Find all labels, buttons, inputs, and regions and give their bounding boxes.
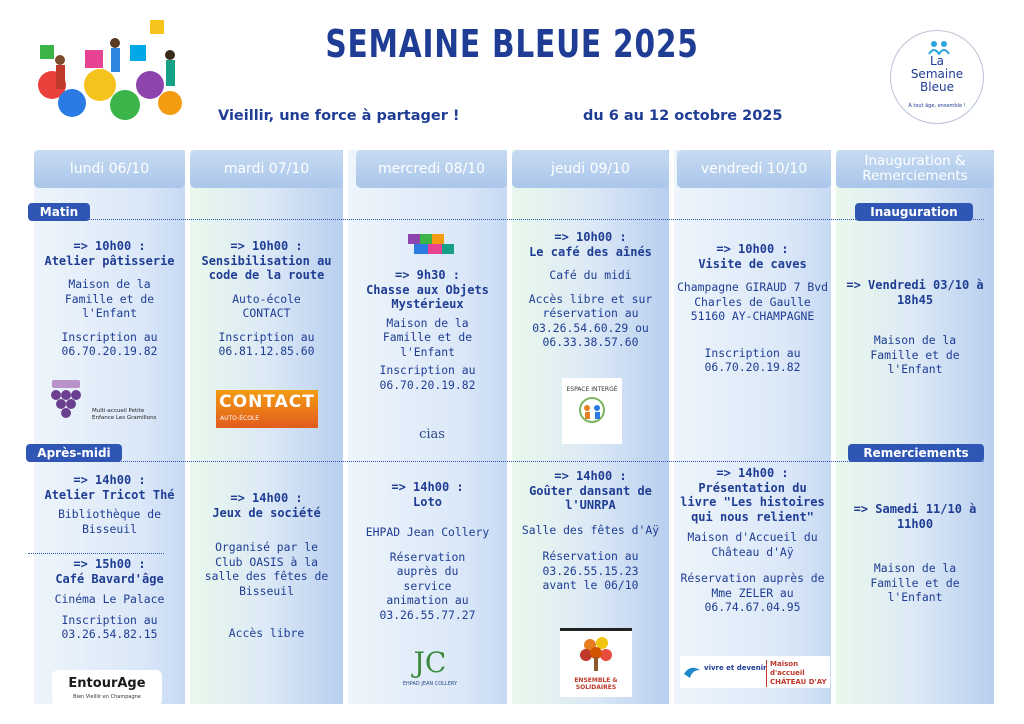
entourage-logo: EntourAge Bien Vieillir en Champagne — [52, 670, 162, 706]
tree-icon — [576, 633, 616, 673]
gramillons-logo: Multi-accueil Petite Enfance Les Gramillons — [44, 378, 164, 424]
section-remerciements: Remerciements — [848, 444, 984, 462]
day-header-thursday: jeudi 09/10 — [512, 150, 669, 188]
divider-monday-afternoon — [28, 553, 164, 554]
espace-interge-logo: ESPACE INTERGÉ — [562, 378, 622, 444]
ensemble-solidaires-logo: ENSEMBLE & SOLIDAIRES — [560, 628, 632, 697]
day-header-wednesday: mercredi 08/10 — [356, 150, 507, 188]
event-inauguration: => Vendredi 03/10 à 18h45 Maison de la Famille et de l'Enfant — [846, 278, 984, 376]
cias-logo: cias — [419, 427, 445, 442]
day-header-friday: vendredi 10/10 — [677, 150, 831, 188]
column-friday — [674, 150, 831, 704]
event-wed-morning: => 9h30 : Chasse aux Objets Mystérieux Maison de la Famille et de l'Enfant Inscription au 06.70.20.19.82 — [366, 268, 489, 392]
column-inauguration — [836, 150, 994, 704]
jean-collery-logo: JC EHPAD JEAN COLLERY — [402, 646, 458, 687]
community-icon — [577, 395, 607, 425]
event-tue-morning: => 10h00 : Sensibilisation au code de la route Auto-école CONTACT Inscription au 06.81.12.85.60 — [201, 239, 332, 358]
slogan: Vieillir, une force à partager ! — [218, 108, 460, 124]
section-apres-midi: Après-midi — [26, 444, 122, 462]
event-fri-afternoon: => 14h00 : Présentation du livre "Les histoires qui nous relient" Maison d'Accueil du Château d'Aÿ Réservation auprès de Mme ZELER au 06.74.67.04.95 — [680, 466, 825, 614]
event-fri-morning: => 10h00 : Visite de caves Champagne GIRAUD 7 Bvd Charles de Gaulle 51160 AY-CHAMPAGNE Inscription au 06.70.20.19.82 — [677, 242, 828, 374]
divider-apres-midi — [34, 461, 984, 462]
event-thu-afternoon: => 14h00 : Goûter dansant de l'UNRPA Salle des fêtes d'Aÿ Réservation au 03.26.55.15.23 avant le 06/10 — [521, 469, 660, 592]
event-tue-afternoon: => 14h00 : Jeux de société Organisé par le Club OASIS à la salle des fêtes de Bisseuil Accès libre — [204, 491, 329, 640]
vivre-et-devenir-logo: vivre et devenir Maison d'accueil CHÂTEAU D'AY — [680, 656, 830, 688]
grapes-icon — [44, 378, 88, 422]
section-matin: Matin — [28, 203, 90, 221]
contact-logo: CONTACT AUTO-ÉCOLE — [216, 390, 318, 428]
section-inauguration: Inauguration — [855, 203, 973, 221]
divider-matin — [34, 219, 984, 220]
day-header-monday: lundi 06/10 — [34, 150, 185, 188]
event-mon-afternoon-2: => 15h00 : Café Bavard'âge Cinéma Le Palace Inscription au 03.26.54.82.15 — [54, 557, 165, 641]
event-wed-afternoon: => 14h00 : Loto EHPAD Jean Collery Réservation auprès du service animation au 03.26.55.77.27 — [365, 480, 490, 622]
event-dates: du 6 au 12 octobre 2025 — [583, 108, 783, 124]
event-mon-afternoon-1: => 14h00 : Atelier Tricot Thé Bibliothèque de Bisseuil — [44, 473, 175, 536]
page-title: SEMAINE BLEUE 2025 — [325, 22, 699, 66]
people-icon — [927, 39, 951, 55]
day-header-tuesday: mardi 07/10 — [190, 150, 343, 188]
bird-icon — [682, 662, 702, 682]
event-mon-morning: => 10h00 : Atelier pâtisserie Maison de la Famille et de l'Enfant Inscription au 06.70.20.19.82 — [44, 239, 175, 358]
maison-famille-logo — [406, 232, 456, 258]
event-remerciements: => Samedi 11/10 à 11h00 Maison de la Famille et de l'Enfant — [853, 502, 977, 604]
event-thu-morning: => 10h00 : Le café des aînés Café du midi Accès libre et sur réservation au 03.26.54.60.29 ou 06.33.38.57.60 — [528, 230, 653, 349]
day-header-inauguration: Inauguration & Remerciements — [836, 150, 994, 188]
semaine-bleue-logo: La Semaine Bleue À tout âge, ensemble ! — [890, 30, 984, 124]
